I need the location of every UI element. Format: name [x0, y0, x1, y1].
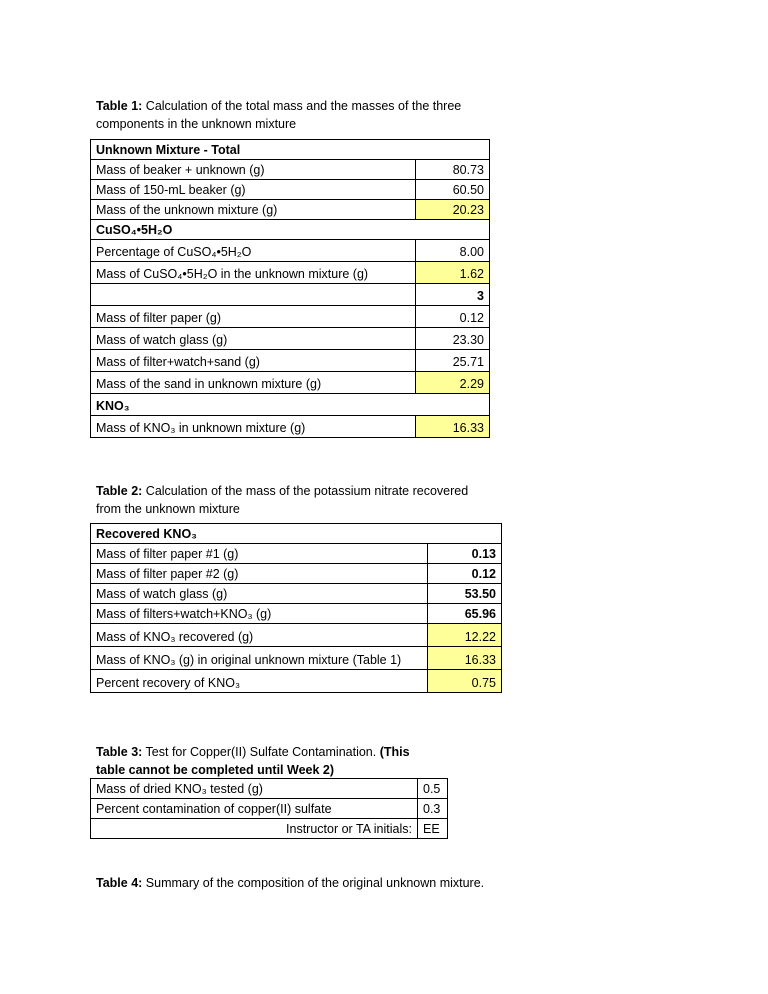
table4-caption-label: Table 4:: [96, 876, 143, 890]
row-value: 2.29: [416, 372, 490, 394]
table-row: [91, 306, 490, 328]
table-row: [91, 604, 502, 624]
row-label: Mass of filter paper #2 (g): [91, 564, 428, 584]
table1-caption: [96, 97, 486, 133]
row-value: 20.23: [416, 200, 490, 220]
table-row: [91, 328, 490, 350]
table2-caption-text: Calculation of the mass of the potassium nitrate recovered from the unknown mixture: [96, 484, 469, 516]
section-header: CuSO₄•5H₂O: [91, 220, 490, 240]
table-row: [91, 200, 490, 220]
table1-body: [91, 140, 490, 438]
row-value: 16.33: [416, 416, 490, 438]
table3-caption: [96, 743, 426, 779]
row-label: Mass of filter+watch+sand (g): [91, 350, 416, 372]
table3-caption-text: Test for Copper(II) Sulfate Contamination.: [142, 745, 380, 759]
table1-caption-label: Table 1:: [96, 99, 143, 113]
table-row: [91, 670, 502, 693]
row-label: Mass of CuSO₄•5H₂O in the unknown mixture (g): [91, 262, 416, 284]
row-label: Mass of filter paper (g): [91, 306, 416, 328]
table2-body: [91, 524, 502, 693]
table-row: [91, 416, 490, 438]
table-row: [91, 372, 490, 394]
row-value: 16.33: [428, 647, 502, 670]
row-label: Percent contamination of copper(II) sulfate: [91, 799, 418, 819]
table1: [90, 139, 490, 438]
row-value: 65.96: [428, 604, 502, 624]
table3-body: [91, 779, 448, 839]
table2: [90, 523, 502, 693]
table-row: [91, 284, 490, 306]
row-value: 0.3: [418, 799, 448, 819]
row-value: 0.13: [428, 544, 502, 564]
row-value: 0.12: [416, 306, 490, 328]
table-row: [91, 564, 502, 584]
table1-caption-text: Calculation of the total mass and the masses of the three components in the unknown mixture: [96, 99, 462, 131]
table3: [90, 778, 448, 839]
table2-caption-label: Table 2:: [96, 484, 143, 498]
table-row: [91, 394, 490, 416]
table-row: [91, 240, 490, 262]
row-value: 0.75: [428, 670, 502, 693]
row-value: 60.50: [416, 180, 490, 200]
row-label: Percentage of CuSO₄•5H₂O: [91, 240, 416, 262]
table4-caption-text: Summary of the composition of the original unknown mixture.: [142, 876, 485, 890]
table-row: [91, 220, 490, 240]
row-label: Mass of watch glass (g): [91, 328, 416, 350]
row-value: 12.22: [428, 624, 502, 647]
row-label: Mass of 150-mL beaker (g): [91, 180, 416, 200]
row-label: Mass of filters+watch+KNO₃ (g): [91, 604, 428, 624]
section-header: Recovered KNO₃: [91, 524, 502, 544]
row-label: Percent recovery of KNO₃: [91, 670, 428, 693]
row-label: Mass of dried KNO₃ tested (g): [91, 779, 418, 799]
table-row: [91, 584, 502, 604]
row-label: Mass of KNO₃ (g) in original unknown mixture (Table 1): [91, 647, 428, 670]
table-row: [91, 799, 448, 819]
row-value: 25.71: [416, 350, 490, 372]
row-value: 23.30: [416, 328, 490, 350]
row-value: 53.50: [428, 584, 502, 604]
table2-caption: [96, 482, 496, 518]
row-label: Mass of the unknown mixture (g): [91, 200, 416, 220]
row-label: [91, 284, 416, 306]
table-row: [91, 140, 490, 160]
section-header: Unknown Mixture - Total: [91, 140, 490, 160]
row-value: EE: [418, 819, 448, 839]
row-label: Mass of KNO₃ in unknown mixture (g): [91, 416, 416, 438]
table-row: [91, 160, 490, 180]
row-label: Mass of filter paper #1 (g): [91, 544, 428, 564]
table-row: [91, 262, 490, 284]
row-value: 80.73: [416, 160, 490, 180]
row-label: Mass of beaker + unknown (g): [91, 160, 416, 180]
table-row: [91, 524, 502, 544]
table-row: [91, 544, 502, 564]
row-value: 1.62: [416, 262, 490, 284]
table-row: [91, 350, 490, 372]
table-row: [91, 647, 502, 670]
row-value: 8.00: [416, 240, 490, 262]
table-row: [91, 180, 490, 200]
row-value: 0.12: [428, 564, 502, 584]
table-row: [91, 624, 502, 647]
row-value: 0.5: [418, 779, 448, 799]
row-label: Mass of watch glass (g): [91, 584, 428, 604]
row-value: 3: [416, 284, 490, 306]
table3-caption-label: Table 3:: [96, 745, 143, 759]
table-row: [91, 819, 448, 839]
section-header: KNO₃: [91, 394, 490, 416]
table-row: [91, 779, 448, 799]
table3-caption-note: (This table cannot be completed until Week 2): [96, 745, 410, 777]
row-label: Mass of KNO₃ recovered (g): [91, 624, 428, 647]
table4-caption: [96, 874, 576, 892]
row-label: Mass of the sand in unknown mixture (g): [91, 372, 416, 394]
row-label: Instructor or TA initials:: [91, 819, 418, 839]
